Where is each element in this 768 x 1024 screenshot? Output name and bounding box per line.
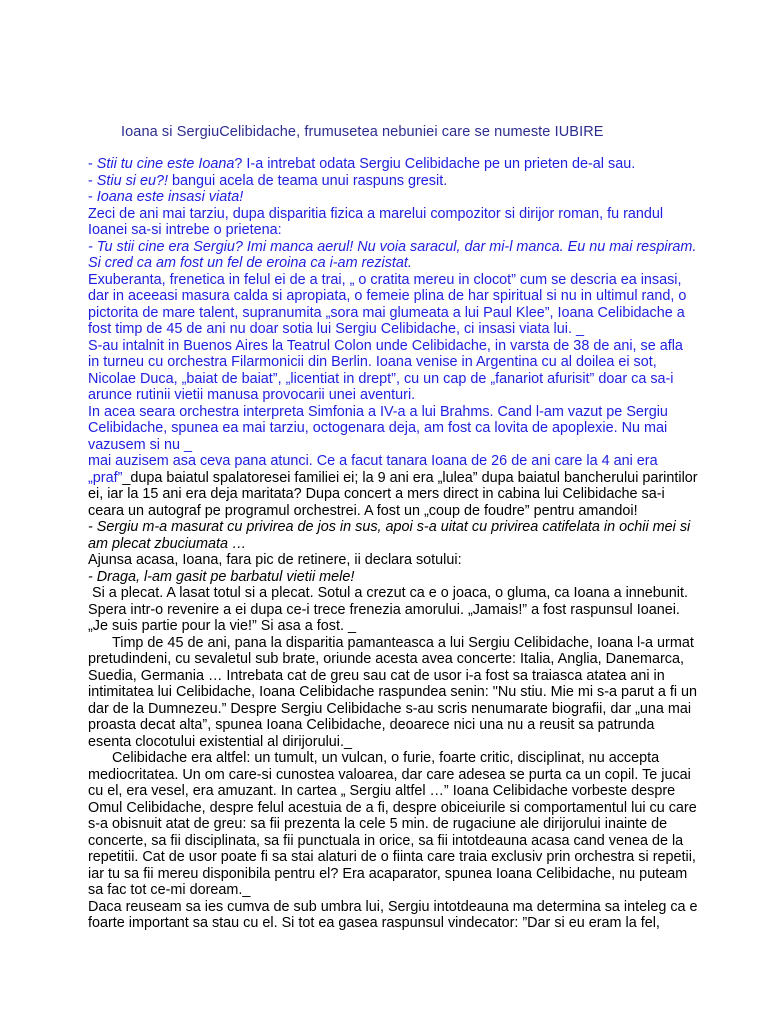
text-line [88,651,688,668]
text-line [88,833,688,850]
text-line [88,420,688,437]
text-segment: Stiu si eu?! [96,172,168,189]
text-line [88,684,698,701]
text-line [88,206,688,223]
text-line [88,536,688,553]
text-segment: arunce rutinii vietii manusa provocarii unei aventuri. [88,387,416,403]
text-segment: - Draga, l-am gasit pe barbatul vietii mele! [88,568,355,585]
text-line [88,882,688,899]
text-segment: In acea seara orchestra interpreta Simfonia a IV-a a lui Brahms. Cand l-am vazut pe Sergiu [88,403,668,420]
text-segment: sa fac tot ce-mi doream._ [88,882,251,898]
text-segment: pictorita de mare talent, supranumita „sora mai glumeata a lui Paul Klee”, Ioana Celibidache a [88,304,685,321]
text-segment: Celibidache, spunea ea mai tarziu, octogenara deja, am fost ca lovita de apoplexie. Nu mai [88,420,668,436]
text-segment: fost timp de 45 de ani nu doar sotia lui Sergiu Celibidache, ci insasi viata lui. _ [88,321,584,337]
text-segment: Omul Celibidache, despre felul acestuia de a fi, despre obiceiurile si comportamentul lui cu care [88,799,697,816]
text-line [88,898,698,916]
text-segment: Ioana este insasi viata! [96,189,244,205]
text-segment: Nicolae Duca, „baiat de baiat”, „licentiat in drept”, cu un cap de „fanariot afurisit” doar ca sa-i [88,370,674,387]
text-line [88,305,688,322]
text-segment: in turneu cu orchestra Filarmonicii din Berlin. Ioana venise in Argentina cu al doilea ei sot, [88,354,657,370]
text-segment: - [88,189,97,205]
text-line [88,453,688,470]
text-segment: „praf” [88,469,123,486]
text-line [88,387,688,404]
text-segment: Daca reuseam sa ies cumva de sub umbra lui, Sergiu intotdeauna ma determina sa inteleg ca e [88,898,698,915]
text-segment: Exuberanta, frenetica in felul ei de a trai, „ o cratita mereu in clocot” cum se descria ea insasi, [88,271,682,288]
text-line [88,272,688,289]
text-line [88,238,697,256]
text-segment: Ajunsa acasa, Ioana, fara pic de retinere, ii declara sotului: [88,552,462,568]
text-segment: proasta decat alta”, spunea Ioana Celibidache, deoarece nici una nu a reusit sa patrunda [88,717,655,733]
text-line [88,469,698,487]
text-segment: ceara un autograf pe programul orchestrei. A fost un „coup de foudre” pentru amandoi! [88,502,638,519]
text-segment: vazusem si nu _ [88,436,192,453]
text-segment: pretudindeni, cu sevaletul sub brate, oriunde acesta avea concerte: Italia, Anglia, Danemarca, [88,651,684,667]
text-segment: Ioanei sa-si intrebe o prietena: [88,222,282,238]
text-line [88,634,694,652]
text-line [88,866,688,883]
text-segment: - [88,172,97,189]
text-segment: Si a plecat. A lasat totul si a plecat. Sotul a crezut ca e o joaca, o gluma, ca Ioana a innebunit. [88,585,688,601]
text-line [88,173,688,190]
text-segment: - [88,156,97,172]
text-segment: am plecat zbuciumata … [88,535,247,552]
text-segment: esenta clocotului existential al dirijorului._ [88,733,352,750]
text-segment: ei, iar la 15 ani era deja maritata? Dupa concert a mers direct in cabina lui Celibidache sa-i [88,486,665,502]
text-line [88,404,688,421]
text-line [88,222,688,239]
text-line [88,750,688,767]
text-line [88,734,688,751]
text-segment: Spera intr-o revenire a ei dupa ce-i trece frenezia amorului. „Jamais!” a fost raspunsul Ioanei. [88,601,680,618]
text-line [88,766,691,784]
text-line [88,915,688,932]
text-segment: ? I-a intrebat odata Sergiu Celibidache pe un prieten de-al sau. [234,156,636,172]
text-line [88,189,688,206]
text-line [88,156,688,173]
text-line [88,618,688,635]
text-line [88,371,688,388]
article-body [88,156,698,932]
text-segment: s-a obisnuit atat de greu: sa fii prezenta la cele 5 min. de rugaciune ale dirijorului inainte de [88,816,668,832]
text-line [88,602,688,619]
text-segment: repetitii. Cat de usor poate fi sa stai alaturi de o fiinta care traia exclusiv prin orchestra si repetii, [88,849,696,865]
text-line [88,486,688,503]
text-segment: Celibidache era altfel: un tumult, un vulcan, o furie, foarte critic, disciplinat, nu accepta [88,750,660,766]
article-title: Ioana si SergiuCelibidache, frumusetea nebuniei care se numeste IUBIRE [121,124,604,140]
text-line [88,717,688,734]
text-segment: dar in aceeasi masura calda si apropiata, o femeie plina de har spiritual si nu in ultimul rand, o [88,288,687,304]
text-line [88,799,697,817]
text-segment: dar de la Dumnezeu.” Despre Sergiu Celibidache s-au scris nenumarate biografii, dar „una mai [88,700,692,717]
text-line [88,700,692,718]
text-segment: Si cred ca am fost un fel de eroina ca i-am rezistat. [88,255,412,271]
text-line [88,519,691,536]
text-line [88,668,688,685]
text-segment: mai auzisem asa ceva pana atunci. Ce a facut tanara Ioana de 26 de ani care la 4 ani era [88,453,658,469]
text-segment: Timp de 45 de ani, pana la disparitia pamanteasca a lui Sergiu Celibidache, Ioana l-a urmat [88,634,694,651]
text-segment: Stii tu cine este Ioana [96,156,235,172]
text-segment: cu el, era vesel, era amuzant. In cartea „ Sergiu altfel …” Ioana Celibidache vorbeste despre [88,783,676,799]
text-line [88,585,688,602]
text-line [88,816,688,833]
text-segment: bangui acela de teama unui raspuns gresit. [168,172,448,189]
text-segment: Zeci de ani mai tarziu, dupa disparitia fizica a marelui compozitor si dirijor roman, fu randul [88,205,664,222]
text-segment: „Je suis partie pour la vie!” Si asa a fost. _ [88,618,356,634]
text-segment: - Sergiu m-a masurat cu privirea de jos in sus, apoi s-a uitat cu privirea catifelata in ochii mei si [88,519,691,535]
text-line [88,288,688,305]
text-line [88,783,688,800]
text-segment: - Tu stii cine era Sergiu? Imi manca aerul! Nu voia saracul, dar mi-l manca. Eu nu mai respiram. [88,238,697,255]
text-line [88,849,696,866]
text-segment: Suedia, Germania … Intrebata cat de greu sau cat de usor i-a fost sa traiasca atatea ani in [88,667,665,684]
text-segment: intimitatea lui Celibidache, Ioana Celibidache raspundea senin: "Nu stiu. Mie mi s-a parut a fi un [88,684,698,700]
text-line [88,552,688,569]
text-line [88,503,688,520]
text-segment: concerte, sa fii disciplinata, sa fii punctuala in orice, sa fii intotdeauna acasa cand venea de la [88,832,684,849]
text-line [88,338,688,355]
text-segment: iar tu sa fii mereu disponibila pentru el? Era acaparator, spunea Ioana Celibidache, nu puteam [88,865,688,882]
text-segment: foarte important sa stau cu el. Si tot ea gasea raspunsul vindecator: ”Dar si eu eram la fel, [88,915,660,931]
text-segment: _dupa baiatul spalatoresei familiei ei; la 9 ani era „lulea” dupa baiatul bancherului parintilor [122,469,698,486]
text-line [88,255,688,272]
text-line [88,569,688,586]
text-line [88,321,688,338]
text-line [88,354,688,371]
text-line [88,437,688,454]
text-segment: mediocritatea. Un om care-si cunostea valoarea, dar care adesea se purta ca un copil. Te jucai [88,766,691,783]
text-segment: S-au intalnit in Buenos Aires la Teatrul Colon unde Celibidache, in varsta de 38 de ani, se afla [88,337,683,354]
